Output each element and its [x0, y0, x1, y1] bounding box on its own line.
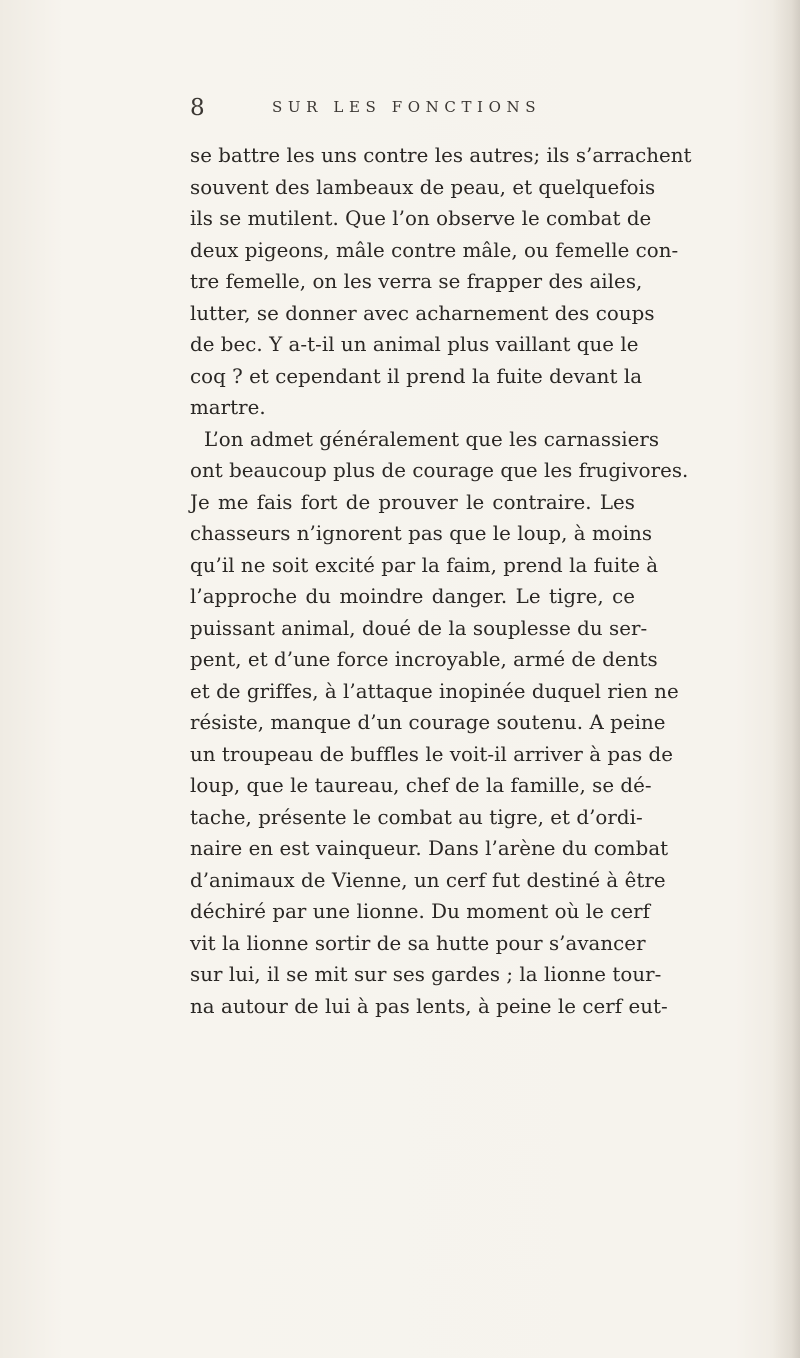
text-line: se battre les uns contre les autres; ils s’arrachent: [190, 144, 692, 167]
text-line: tre femelle, on les verra se frapper des ailes,: [190, 270, 643, 293]
text-line: d’animaux de Vienne, un cerf fut destiné à être: [190, 868, 666, 892]
text-line: un troupeau de buffles le voit-il arriver à pas de: [190, 742, 673, 766]
page-header: [190, 95, 650, 125]
text-line: et de griffes, à l’attaque inopinée duquel rien ne: [190, 679, 679, 703]
text-line: chasseurs n’ignorent pas que le loup, à moins: [190, 522, 653, 545]
text-line: résiste, manque d’un courage soutenu. A peine: [190, 711, 666, 734]
text-line: na autour de lui à pas lents, à peine le cerf eut-: [190, 994, 668, 1018]
text-line: deux pigeons, mâle contre mâle, ou femelle con-: [190, 238, 679, 262]
text-line: pent, et d’une force incroyable, armé de dents: [190, 648, 658, 671]
text-line: qu’il ne soit excité par la faim, prend la fuite à: [190, 553, 659, 577]
text-line: lutter, se donner avec acharnement des coups: [190, 301, 655, 325]
text-line: Je me fais fort de prouver le contraire. Les: [190, 490, 635, 514]
page-edge-shadow: [772, 0, 800, 1358]
text-line: tache, présente le combat au tigre, et d’ordi-: [190, 805, 643, 829]
text-line: déchiré par une lionne. Du moment où le cerf: [190, 900, 650, 923]
paragraph-start-line: L’on admet généralement que les carnassiers: [204, 427, 660, 451]
text-line: vit la lionne sortir de sa hutte pour s’avancer: [190, 931, 646, 955]
text-line: ils se mutilent. Que l’on observe le combat de: [190, 207, 652, 230]
paragraph-end-line: martre.: [190, 396, 266, 419]
text-line: loup, que le taureau, chef de la famille, se dé-: [190, 774, 652, 797]
text-line: naire en est vainqueur. Dans l’arène du combat: [190, 837, 669, 860]
body-text: [190, 140, 692, 1022]
running-head: SUR LES FONCTIONS: [272, 98, 542, 116]
text-line: l’approche du moindre danger. Le tigre, ce: [190, 585, 635, 608]
text-line: puissant animal, doué de la souplesse du ser-: [190, 616, 648, 640]
text-line: ont beaucoup plus de courage que les frugivores.: [190, 459, 689, 482]
text-line: souvent des lambeaux de peau, et quelquefois: [190, 175, 656, 199]
page-number: 8: [190, 95, 205, 121]
text-line: sur lui, il se mit sur ses gardes ; la lionne tour-: [190, 963, 662, 986]
text-line: coq ? et cependant il prend la fuite devant la: [190, 364, 643, 388]
text-line: de bec. Y a-t-il un animal plus vaillant que le: [190, 333, 639, 356]
